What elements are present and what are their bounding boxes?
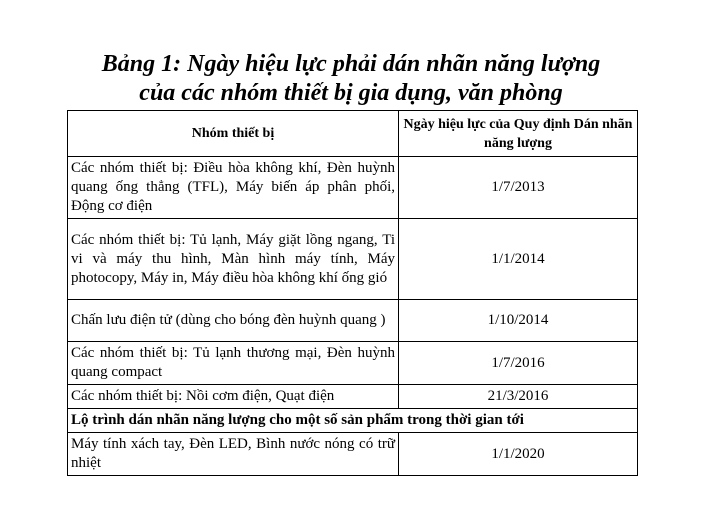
table-title-line-1: Bảng 1: Ngày hiệu lực phải dán nhãn năng lượng — [101, 51, 601, 77]
device-group-cell: Chấn lưu điện tử (dùng cho bóng đèn huỳnh quang ) — [68, 300, 399, 342]
energy-label-table — [67, 110, 638, 476]
device-group-cell: Các nhóm thiết bị: Tủ lạnh thương mại, Đèn huỳnh quang compact — [68, 342, 399, 385]
table-row — [68, 157, 638, 219]
device-group-cell: Máy tính xách tay, Đèn LED, Bình nước nóng có trữ nhiệt — [68, 433, 399, 476]
table-header-row — [68, 111, 638, 157]
effective-date-cell: 1/1/2020 — [399, 433, 638, 476]
roadmap-section-label: Lộ trình dán nhãn năng lượng cho một số sản phẩm trong thời gian tới — [68, 409, 638, 433]
table-row — [68, 385, 638, 409]
header-effective-date: Ngày hiệu lực của Quy định Dán nhãn năng lượng — [399, 111, 638, 157]
table-row — [68, 342, 638, 385]
table-row — [68, 433, 638, 476]
effective-date-cell: 1/7/2016 — [399, 342, 638, 385]
effective-date-cell: 1/7/2013 — [399, 157, 638, 219]
device-group-cell: Các nhóm thiết bị: Nồi cơm điện, Quạt điện — [68, 385, 399, 409]
table-row — [68, 219, 638, 300]
table-title-line-2: của các nhóm thiết bị gia dụng, văn phòng — [139, 80, 563, 106]
effective-date-cell: 1/10/2014 — [399, 300, 638, 342]
device-group-cell: Các nhóm thiết bị: Tủ lạnh, Máy giặt lồng ngang, Ti vi và máy thu hình, Màn hình máy tính, Máy photocopy, Máy in, Máy điều hòa không khí ống gió — [68, 219, 399, 300]
effective-date-cell: 1/1/2014 — [399, 219, 638, 300]
section-row — [68, 409, 638, 433]
header-device-group: Nhóm thiết bị — [68, 111, 399, 157]
table-title — [0, 50, 702, 108]
table-row — [68, 300, 638, 342]
effective-date-cell: 21/3/2016 — [399, 385, 638, 409]
device-group-cell: Các nhóm thiết bị: Điều hòa không khí, Đèn huỳnh quang ống thẳng (TFL), Máy biến áp phân phối, Động cơ điện — [68, 157, 399, 219]
